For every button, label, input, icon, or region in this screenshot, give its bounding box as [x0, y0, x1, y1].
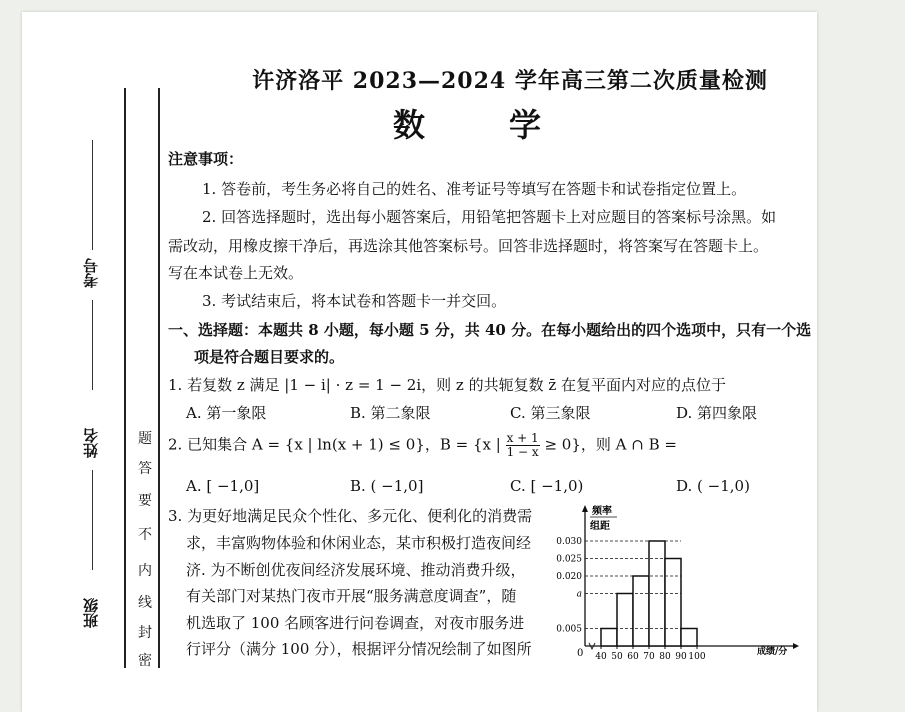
- histogram-bar: [601, 629, 617, 647]
- seal-char: 密: [138, 653, 152, 669]
- question-2-stem-a: 2. 已知集合 A = {x | ln(x + 1) ≤ 0}，B = {x |: [168, 435, 501, 454]
- seal-char: 答: [138, 461, 152, 477]
- y-tick-label: 0.020: [556, 572, 582, 582]
- y-label-top: 频率: [592, 506, 612, 517]
- question-1-option-b: B. 第二象限: [350, 404, 431, 422]
- y-tick-label: 0.005: [556, 624, 582, 635]
- x-tick-label: 40: [595, 652, 607, 661]
- question-1-option-c: C. 第三象限: [510, 404, 591, 422]
- seal-char: 封: [138, 625, 152, 641]
- seal-char: 要: [138, 493, 152, 509]
- question-1-option-d: D. 第四象限: [676, 404, 758, 422]
- y-tick-label: a: [576, 589, 582, 600]
- x-tick-label: 90: [675, 652, 687, 661]
- x-tick-label: 100: [688, 652, 706, 661]
- binding-line-inner: [158, 88, 160, 668]
- section-1-heading: 一、选择题：本题共 8 小题，每小题 5 分，共 40 分。在每小题给出的四个选项中，只有一个选: [168, 321, 812, 339]
- notice-item-2-line2: 需改动，用橡皮擦干净后，再选涂其他答案标号。回答非选择题时，将答案写在答题卡上。: [168, 237, 769, 255]
- histogram-bar: [633, 576, 649, 646]
- seal-char: 内: [138, 563, 152, 579]
- subject-title: 数 学: [392, 106, 567, 144]
- question-3-line-6: 行评分（满分 100 分），根据评分情况绘制了如图所: [186, 640, 532, 658]
- notice-item-2-line3: 写在本试卷上无效。: [168, 264, 304, 282]
- x-tick-label: 50: [611, 652, 623, 661]
- seal-char: 题: [138, 431, 152, 447]
- histogram-bar: [617, 594, 633, 647]
- y-tick-label: 0.025: [556, 554, 582, 565]
- question-2-fraction: [506, 432, 540, 459]
- question-2-stem: [168, 432, 677, 459]
- x-tick-label: 70: [643, 652, 655, 661]
- origin-label: 0: [577, 648, 584, 659]
- exam-number-label: 考号: [82, 258, 100, 288]
- question-1-stem: 1. 若复数 z 满足 |1 − i| · z = 1 − 2i，则 z 的共轭复数 z̄ 在复平面内对应的点位于: [168, 376, 727, 394]
- histogram-bar: [665, 559, 681, 647]
- class-label: 班级: [82, 598, 100, 628]
- x-axis-arrow: [793, 643, 799, 649]
- y-axis-arrow: [582, 505, 588, 512]
- x-tick-label: 80: [659, 652, 671, 661]
- y-tick-label: 0.030: [556, 537, 582, 547]
- exam-title: 许济洛平 2023—2024 学年高三第二次质量检测: [252, 68, 768, 94]
- name-underline: [92, 470, 93, 570]
- question-2-stem-b: ≥ 0}，则 A ∩ B =: [544, 435, 677, 454]
- frequency-histogram: [545, 500, 805, 661]
- histogram-bar: [681, 629, 697, 647]
- y-label-bottom: 组距: [590, 521, 610, 532]
- section-1-heading-line2: 项是符合题目要求的。: [194, 348, 345, 366]
- question-2-frac-num: x + 1: [506, 431, 539, 445]
- question-2-option-d: D. ( −1,0): [676, 477, 750, 495]
- question-1-option-a: A. 第一象限: [186, 404, 267, 422]
- exam-number-underline-b: [92, 300, 93, 390]
- question-2-frac-den: 1 − x: [506, 445, 539, 459]
- question-2-option-b: B. ( −1,0]: [350, 477, 424, 495]
- notice-item-2-line1: 2. 回答选择题时，选出每小题答案后，用铅笔把答题卡上对应题目的答案标号涂黑。如: [202, 208, 777, 226]
- exam-number-underline: [92, 140, 93, 250]
- notice-item-3: 3. 考试结束后，将本试卷和答题卡一并交回。: [202, 292, 507, 310]
- x-axis-label: 成绩/分: [757, 647, 788, 657]
- question-2-option-a: A. [ −1,0]: [186, 477, 260, 495]
- binding-line-outer: [124, 88, 126, 668]
- x-tick-label: 60: [627, 652, 639, 661]
- question-3-line-5: 机选取了 100 名顾客进行问卷调查，对夜市服务进: [186, 614, 525, 632]
- question-3-line-2: 求，丰富购物体验和休闲业态，某市积极打造夜间经: [186, 534, 532, 552]
- seal-char: 不: [138, 527, 152, 543]
- question-2-option-c: C. [ −1,0): [510, 477, 584, 495]
- question-3-line-4: 有关部门对某热门夜市开展“服务满意度调查”，随: [186, 587, 517, 605]
- seal-char: 线: [138, 595, 152, 611]
- question-3-line-1: 3. 为更好地满足民众个性化、多元化、便利化的消费需: [168, 507, 533, 525]
- notice-heading: 注意事项：: [168, 150, 244, 168]
- name-label: 姓名: [82, 428, 100, 458]
- question-3-line-3: 济. 为不断创优夜间经济发展环境、推动消费升级，: [186, 561, 526, 579]
- notice-item-1: 1. 答卷前，考生务必将自己的姓名、准考证号等填写在答题卡和试卷指定位置上。: [202, 180, 747, 198]
